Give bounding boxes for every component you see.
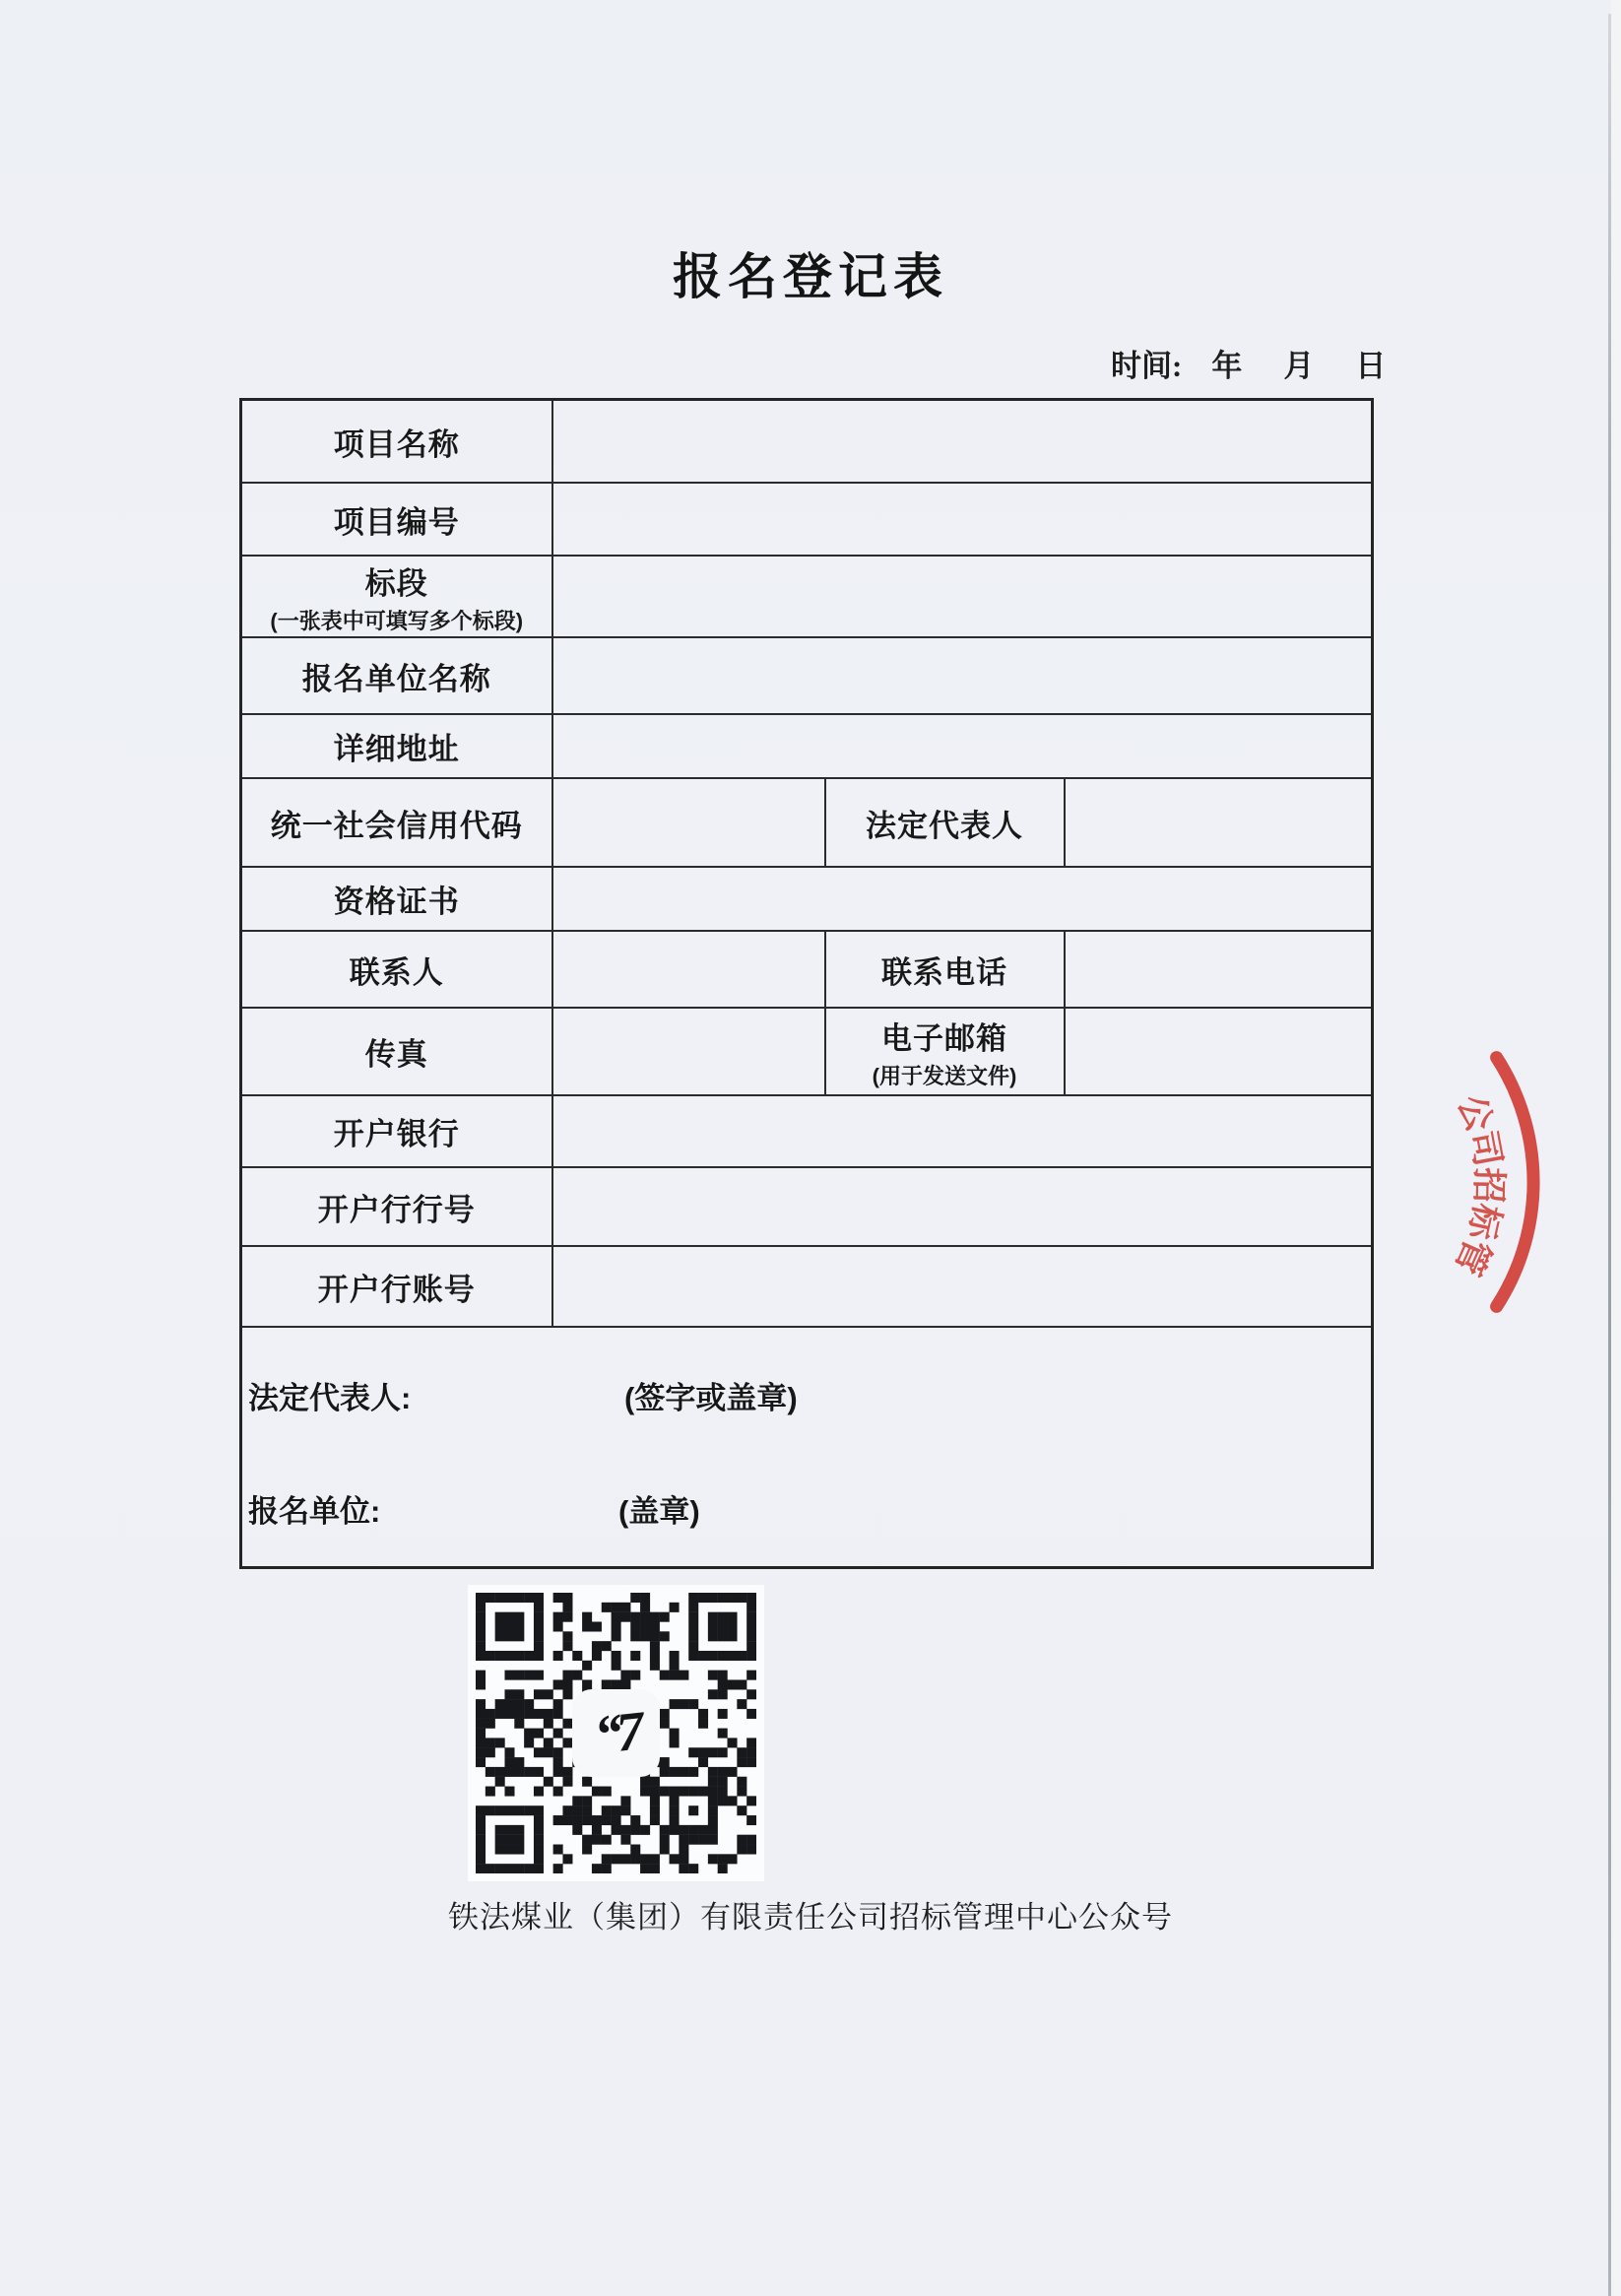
paper-edge-line: [1608, 14, 1611, 2296]
value-applicant-name: [552, 637, 1373, 714]
date-label: 时间:: [1111, 349, 1183, 383]
date-month-field: 月: [1283, 349, 1315, 383]
label-applicant-name: 报名单位名称: [241, 637, 552, 714]
table-row: [241, 400, 1373, 484]
qr-code: [468, 1585, 764, 1881]
svg-text:招: 招: [1468, 1166, 1510, 1204]
value-contact-person: [552, 931, 825, 1008]
label-bid-section: [241, 556, 552, 637]
value-fax: [552, 1008, 825, 1095]
value-project-number: [552, 483, 1373, 556]
table-row: [241, 867, 1373, 931]
label-bank-name: 开户银行: [241, 1095, 552, 1167]
value-email: [1065, 1008, 1373, 1095]
date-line: [1111, 341, 1386, 385]
table-row: [241, 778, 1373, 867]
value-credit-code: [552, 778, 825, 867]
table-row: [241, 1246, 1373, 1327]
label-contact-person: 联系人: [241, 931, 552, 1008]
qr-center-logo: [572, 1689, 660, 1777]
seal-note: (盖章): [618, 1494, 700, 1529]
qr-caption: 铁法煤业（集团）有限责任公司招标管理中心公众号: [448, 1900, 1173, 1935]
value-project-name: [552, 400, 1373, 484]
date-year-field: 年: [1211, 349, 1243, 383]
table-row: [241, 931, 1373, 1008]
signature-block: [241, 1327, 1373, 1568]
signature-or-seal-note: (签字或盖章): [624, 1381, 798, 1415]
value-qualification-certificate: [552, 867, 1373, 931]
value-bid-section: [552, 556, 1373, 637]
label-contact-phone: 联系电话: [825, 931, 1065, 1008]
label-project-name: 项目名称: [241, 400, 552, 484]
registration-form-table: [239, 398, 1374, 1569]
table-row: [241, 483, 1373, 556]
label-bank-account-number: 开户行账号: [241, 1246, 552, 1327]
label-project-number: 项目编号: [241, 483, 552, 556]
label-address: 详细地址: [241, 714, 552, 778]
scan-right-margin: [1611, 0, 1621, 2296]
label-qualification-certificate: 资格证书: [241, 867, 552, 931]
email-title: 电子邮箱: [881, 1020, 1007, 1056]
value-bank-branch-number: [552, 1167, 1373, 1246]
svg-text:管: 管: [1447, 1232, 1499, 1281]
label-legal-representative: 法定代表人: [825, 778, 1065, 867]
table-row: [241, 714, 1373, 778]
label-fax: 传真: [241, 1008, 552, 1095]
table-row: [241, 637, 1373, 714]
legal-representative-signature-label: 法定代表人:: [248, 1381, 412, 1415]
bid-section-note: (一张表中可填写多个标段): [270, 608, 524, 633]
label-bank-branch-number: 开户行行号: [241, 1167, 552, 1246]
page-title: 报名登记表: [673, 249, 948, 304]
label-credit-code: 统一社会信用代码: [241, 778, 552, 867]
table-row: [241, 556, 1373, 637]
table-row: [241, 1095, 1373, 1167]
email-note: (用于发送文件): [872, 1063, 1017, 1088]
table-row: [241, 1008, 1373, 1095]
svg-text:司: 司: [1462, 1127, 1510, 1170]
applicant-unit-label: 报名单位:: [248, 1494, 381, 1529]
table-row: [241, 1167, 1373, 1246]
bid-section-title: 标段: [364, 565, 428, 601]
svg-text:标: 标: [1460, 1200, 1509, 1244]
tiefa-logo-icon: “7: [591, 1700, 641, 1766]
value-contact-phone: [1065, 931, 1373, 1008]
svg-text:公: 公: [1450, 1088, 1502, 1138]
table-row: [241, 1327, 1373, 1568]
date-day-field: 日: [1355, 349, 1387, 383]
value-address: [552, 714, 1373, 778]
label-email: [825, 1008, 1065, 1095]
value-bank-name: [552, 1095, 1373, 1167]
value-bank-account-number: [552, 1246, 1373, 1327]
value-legal-representative: [1065, 778, 1373, 867]
